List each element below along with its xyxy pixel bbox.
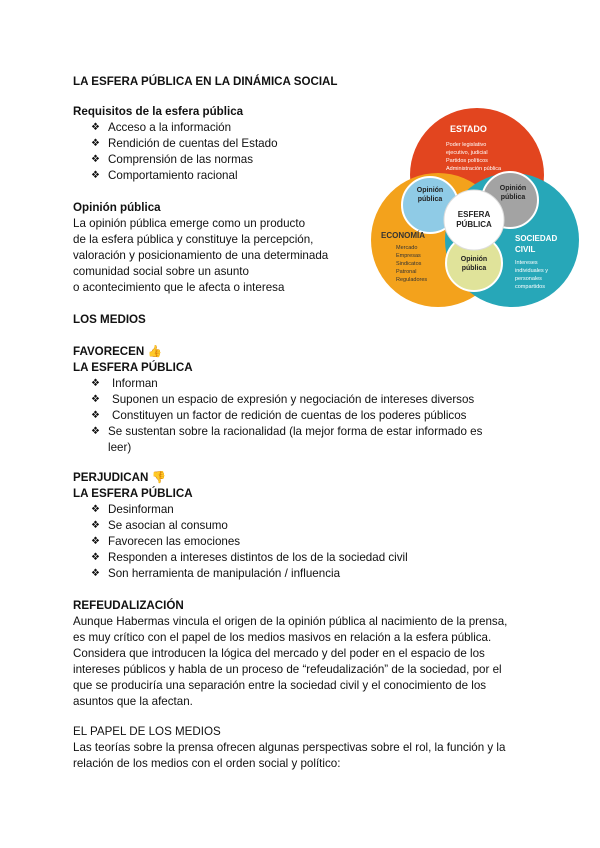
opinion-line: o acontecimiento que le afecta o interesa bbox=[73, 281, 285, 294]
medios-heading: LOS MEDIOS bbox=[73, 313, 146, 326]
bullet-icon: ❖ bbox=[91, 504, 100, 515]
bullet-icon: ❖ bbox=[91, 552, 100, 563]
opinion-heading: Opinión pública bbox=[73, 201, 161, 214]
opinion-line: comunidad social sobre un asunto bbox=[73, 265, 249, 278]
list-item: Comportamiento racional bbox=[108, 169, 238, 182]
list-item: Se asocian al consumo bbox=[108, 519, 228, 532]
list-item: Informan bbox=[112, 377, 158, 390]
economia-line: Empresas bbox=[396, 253, 421, 259]
list-item: Se sustentan sobre la racionalidad (la mejor forma de estar informado es bbox=[108, 425, 483, 438]
paragraph-line: es muy crítico con el papel de los medios masivos en relación a la esfera pública. bbox=[73, 631, 492, 644]
sociedad-line: personales bbox=[515, 276, 542, 282]
economia-line: Reguladores bbox=[396, 277, 428, 283]
paragraph-line: asuntos que la afectan. bbox=[73, 695, 193, 708]
papel-heading: EL PAPEL DE LOS MEDIOS bbox=[73, 725, 221, 738]
bullet-icon: ❖ bbox=[91, 138, 100, 149]
paragraph-line: Aunque Habermas vincula el origen de la opinión pública al nacimiento de la prensa, bbox=[73, 615, 508, 628]
opinion-line: de la esfera pública y constituye la percepción, bbox=[73, 233, 314, 246]
list-item: Acceso a la información bbox=[108, 121, 232, 134]
list-item: Suponen un espacio de expresión y negociación de intereses diversos bbox=[112, 393, 475, 406]
bullet-icon: ❖ bbox=[91, 568, 100, 579]
economia-line: Patronal bbox=[396, 269, 417, 275]
perjudican-heading bbox=[73, 470, 166, 486]
bullet-icon: ❖ bbox=[91, 378, 100, 389]
sociedad-title: SOCIEDAD bbox=[515, 234, 558, 243]
paragraph-line: que se produciría una separación entre la sociedad civil y el conocimiento de los bbox=[73, 679, 487, 692]
estado-title: ESTADO bbox=[450, 124, 487, 134]
bullet-icon: ❖ bbox=[91, 122, 100, 133]
economia-line: Mercado bbox=[396, 245, 418, 251]
refeudalizacion-heading: REFEUDALIZACIÓN bbox=[73, 599, 184, 612]
favorecen-label: FAVORECEN bbox=[73, 345, 145, 358]
economia-line: Sindicatos bbox=[396, 261, 422, 267]
estado-line: Partidos políticos bbox=[446, 158, 488, 164]
bullet-icon: ❖ bbox=[91, 520, 100, 531]
bullet-icon: ❖ bbox=[91, 410, 100, 421]
favorecen-subheading: LA ESFERA PÚBLICA bbox=[73, 361, 193, 374]
sociedad-line: Intereses bbox=[515, 260, 538, 266]
perjudican-subheading: LA ESFERA PÚBLICA bbox=[73, 487, 193, 500]
paragraph-line: Las teorías sobre la prensa ofrecen algunas perspectivas sobre el rol, la función y la bbox=[73, 741, 506, 754]
list-item-continuation: leer) bbox=[108, 441, 132, 454]
list-item: Favorecen las emociones bbox=[108, 535, 241, 548]
page-title: LA ESFERA PÚBLICA EN LA DINÁMICA SOCIAL bbox=[73, 75, 338, 88]
center-label: ESFERA bbox=[457, 210, 491, 219]
list-item: Responden a intereses distintos de los de la sociedad civil bbox=[108, 551, 408, 564]
list-item: Son herramienta de manipulación / influencia bbox=[108, 567, 341, 580]
bullet-icon: ❖ bbox=[91, 394, 100, 405]
bullet-icon: ❖ bbox=[91, 536, 100, 547]
opinion-left-label: Opinión bbox=[416, 187, 444, 194]
estado-line: ejecutivo, judicial bbox=[446, 150, 488, 156]
opinion-bottom-label: pública bbox=[461, 265, 487, 272]
thumbs-up-icon: 👍 bbox=[147, 345, 162, 358]
paragraph-line: Considera que introducen la lógica del mercado y del poder en el espacio de los bbox=[73, 647, 485, 660]
opinion-bottom-label: Opinión bbox=[460, 256, 488, 263]
bullet-icon: ❖ bbox=[91, 170, 100, 181]
list-item: Comprensión de las normas bbox=[108, 153, 253, 166]
economia-title: ECONOMÍA bbox=[381, 231, 425, 240]
requisitos-heading: Requisitos de la esfera pública bbox=[73, 105, 244, 118]
opinion-right-label: pública bbox=[500, 194, 526, 201]
list-item: Rendición de cuentas del Estado bbox=[108, 137, 278, 150]
opinion-left-label: pública bbox=[417, 196, 443, 203]
paragraph-line: relación de los medios con el orden social y político: bbox=[73, 757, 341, 770]
sociedad-title: CIVIL bbox=[515, 245, 536, 254]
list-item: Constituyen un factor de redición de cuentas de los poderes públicos bbox=[112, 409, 467, 422]
estado-line: Administración pública bbox=[446, 166, 502, 172]
bullet-icon: ❖ bbox=[91, 154, 100, 165]
estado-line: Poder legislativo bbox=[446, 142, 487, 148]
center-label: PÚBLICA bbox=[456, 220, 492, 229]
list-item: Desinforman bbox=[108, 503, 174, 516]
opinion-line: valoración y posicionamiento de una determinada bbox=[73, 249, 329, 262]
bullet-icon: ❖ bbox=[91, 426, 100, 437]
opinion-line: La opinión pública emerge como un producto bbox=[73, 217, 306, 230]
sociedad-line: compartidos bbox=[515, 284, 545, 290]
thumbs-down-icon: 👎 bbox=[151, 471, 167, 484]
sociedad-line: individuales y bbox=[515, 268, 549, 274]
favorecen-heading bbox=[73, 344, 162, 360]
opinion-right-label: Opinión bbox=[499, 185, 527, 192]
paragraph-line: intereses públicos y habla de un proceso de “refeudalización” de la sociedad, por el bbox=[73, 663, 502, 676]
perjudican-label: PERJUDICAN bbox=[73, 471, 149, 484]
